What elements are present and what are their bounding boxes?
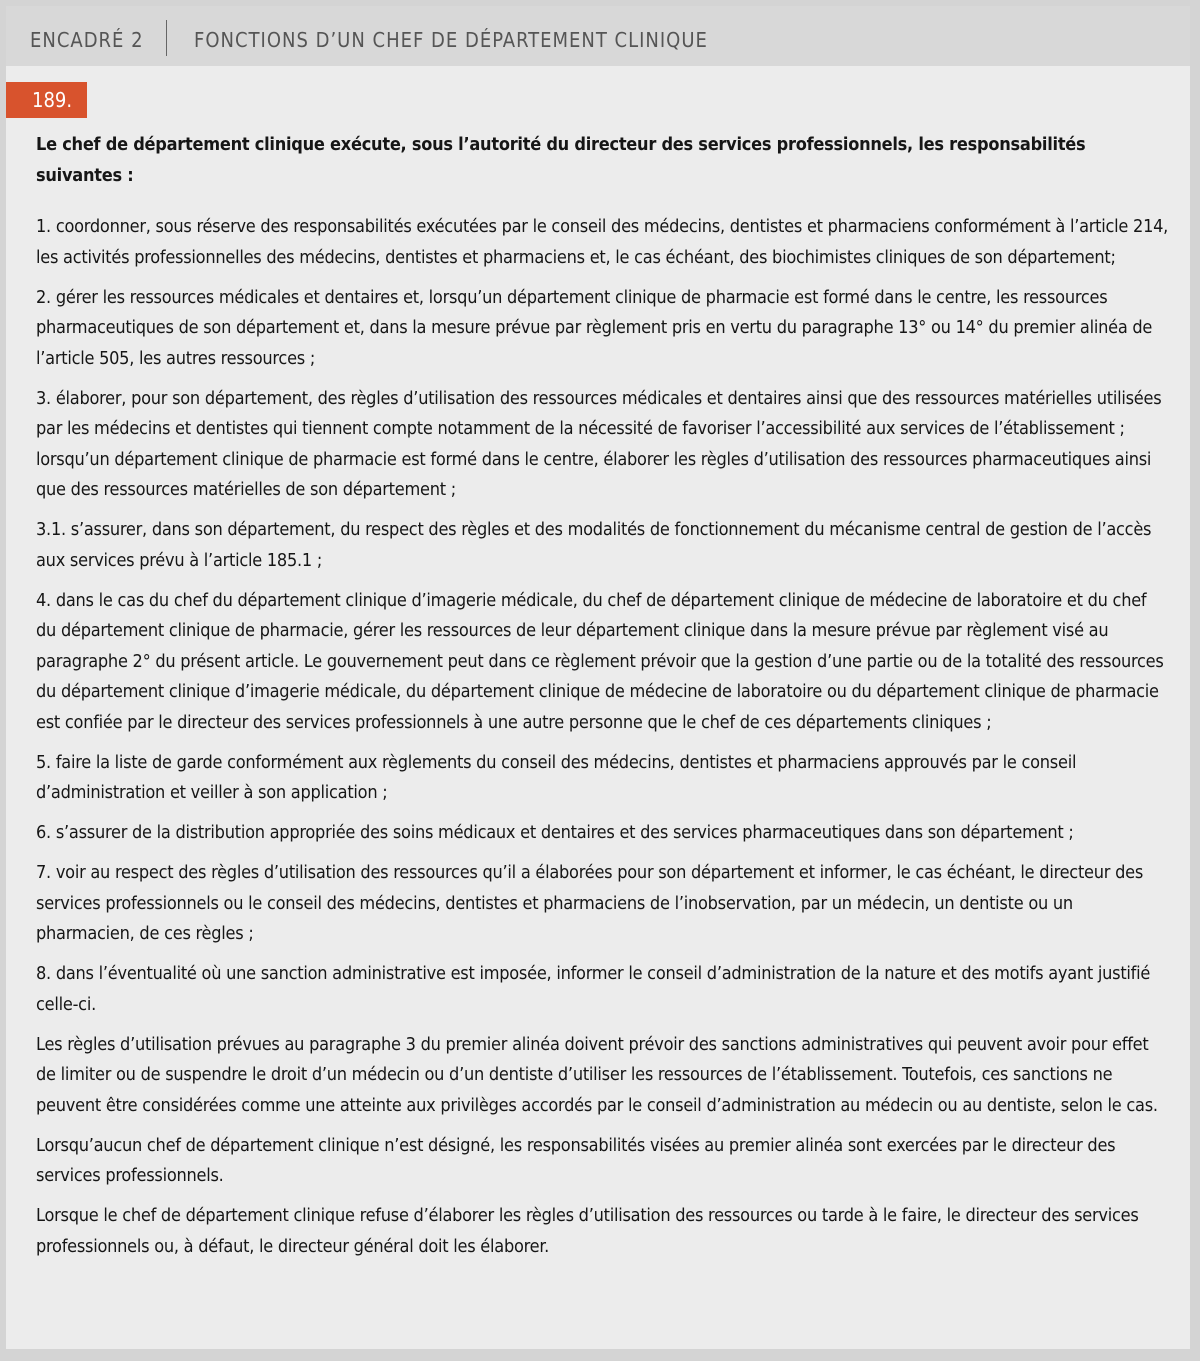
box-title: FONCTIONS D’UN CHEF DE DÉPARTEMENT CLINIQUE <box>194 28 708 52</box>
article-number-badge: 189. <box>6 82 87 118</box>
box-label: ENCADRÉ 2 <box>30 28 144 52</box>
box-header <box>6 6 1190 66</box>
article-paragraph-sanctions: Les règles d’utilisation prévues au paragraphe 3 du premier alinéa doivent prévoir des sanctions administratives qui peuvent avoir pour effet de limiter ou de suspendre le droit d’un médecin ou d’un dentiste d’utiliser les ressources de l’établissement. Toutefois, ces sanctions ne peuvent être considérées comme une atteinte aux privilèges accordés par le conseil d’administration au médecin ou au dentiste, selon le cas. <box>36 1033 1158 1116</box>
article-paragraph-7: 7. voir au respect des règles d’utilisation des ressources qu’il a élaborées pour son département et informer, le cas échéant, le directeur des services professionnels ou le conseil des médecins, dentistes et pharmaciens de l’inobservation, par un médecin, un dentiste ou un pharmacien, de ces règles ; <box>36 862 1144 944</box>
article-paragraph-5: 5. faire la liste de garde conformément aux règlements du conseil des médecins, dentistes et pharmaciens approuvés par le conseil d’administration et veiller à son application ; <box>36 751 1077 803</box>
article-paragraph-3-1: 3.1. s’assurer, dans son département, du respect des règles et des modalités de fonctionnement du mécanisme central de gestion de l’accès aux services prévu à l’article 185.1 ; <box>36 519 1152 571</box>
article-paragraph-no-chief: Lorsqu’aucun chef de département clinique n’est désigné, les responsabilités visées au premier alinéa sont exercées par le directeur des services professionnels. <box>36 1134 1116 1186</box>
article-paragraph-3: 3. élaborer, pour son département, des règles d’utilisation des ressources médicales et dentaires ainsi que des ressources matérielles utilisées par les médecins et dentistes qui tiennent compte notamment de la nécessité de favoriser l’accessibilité aux services de l’établissement ; lorsqu’un département clinique de pharmacie est formé dans le centre, élaborer les règles d’utilisation des ressources pharmaceutiques ainsi que des ressources matérielles de son département ; <box>36 387 1162 500</box>
header-divider <box>166 20 167 56</box>
article-paragraph-2: 2. gérer les ressources médicales et dentaires et, lorsqu’un département clinique de pharmacie est formé dans le centre, les ressources pharmaceutiques de son département et, dans la mesure prévue par règlement pris en vertu du paragraphe 13° ou 14° du premier alinéa de l’article 505, les autres ressources ; <box>36 286 1153 369</box>
article-paragraph-6: 6. s’assurer de la distribution appropriée des soins médicaux et dentaires et des services pharmaceutiques dans son département ; <box>36 822 1074 843</box>
article-paragraph-4: 4. dans le cas du chef du département clinique d’imagerie médicale, du chef de département clinique de médecine de laboratoire et du chef du département clinique de pharmacie, gérer les ressources de leur département clinique dans la mesure prévue par règlement visé au paragraphe 2° du présent article. Le gouvernement peut dans ce règlement prévoir que la gestion d’une partie ou de la totalité des ressources du département clinique d’imagerie médicale, du département clinique de médecine de laboratoire ou du département clinique de pharmacie est confiée par le directeur des services professionnels à une autre personne que le chef de ces départements cliniques ; <box>36 589 1164 733</box>
article-paragraph-refusal: Lorsque le chef de département clinique refuse d’élaborer les règles d’utilisation des ressources ou tarde à le faire, le directeur des services professionnels ou, à défaut, le directeur général doit les élaborer. <box>36 1205 1139 1257</box>
article-body <box>36 130 1171 1272</box>
article-paragraph-8: 8. dans l’éventualité où une sanction administrative est imposée, informer le conseil d’administration de la nature et des motifs ayant justifié celle-ci. <box>36 963 1151 1015</box>
article-intro: Le chef de département clinique exécute, sous l’autorité du directeur des services professionnels, les responsabilités suivantes : <box>36 134 1086 186</box>
article-paragraph-1: 1. coordonner, sous réserve des responsabilités exécutées par le conseil des médecins, dentistes et pharmaciens conformément à l’article 214, les activités professionnelles des médecins, dentistes et pharmaciens et, le cas échéant, des biochimistes cliniques de son département; <box>36 216 1169 268</box>
